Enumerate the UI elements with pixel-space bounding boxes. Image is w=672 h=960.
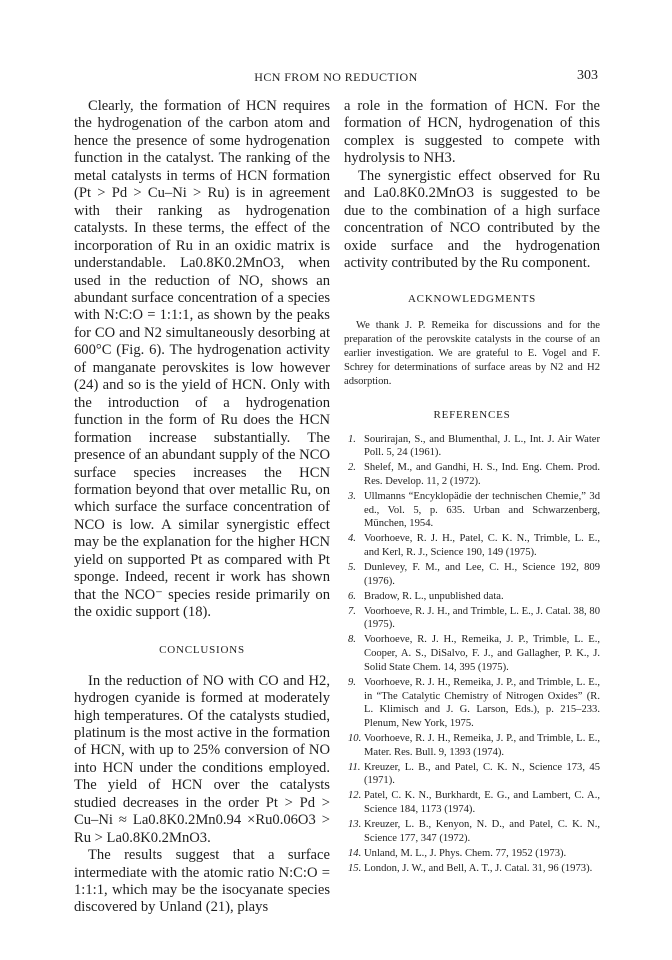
reference-item [344, 532, 600, 559]
right-column [344, 98, 600, 877]
running-title: HCN FROM NO REDUCTION [254, 70, 418, 84]
reference-text: Kreuzer, L. B., and Patel, C. K. N., Science 173, 45 (1971). [364, 761, 600, 787]
reference-item [344, 761, 600, 788]
reference-number: 14. [348, 847, 362, 859]
left-column [74, 98, 330, 917]
reference-item [344, 490, 600, 531]
body-paragraph: The synergistic effect observed for Ru and La0.8K0.2MnO3 is suggested to be due to the combination of a high surface concentration of NCO contributed by the oxide surface and the hydrogenation activity contributed by the Ru component. [344, 167, 600, 272]
reference-list [344, 433, 600, 876]
reference-text: Voorhoeve, R. J. H., and Trimble, L. E., J. Catal. 38, 80 (1975). [364, 605, 600, 631]
acknowledgments-heading: ACKNOWLEDGMENTS [407, 292, 537, 305]
reference-item [344, 561, 600, 588]
body-paragraph: Clearly, the formation of HCN requires the hydrogenation of the carbon atom and hence the presence of some hydrogenation function in the catalyst. The ranking of the metal catalysts in terms of HCN formation (Pt > Pd > Cu–Ni > Ru) is in agreement with their ranking as hydrogenation catalysts. In these terms, the effect of the incorporation of Ru in an oxidic matrix is understandable. La0.8K0.2MnO3, when used in the reduction of NO, shows an abundant surface concentration of a species with N:C:O = 1:1:1, as shown by the peaks for CO and N2 simultaneously desorbing at 600°C (Fig. 6). The hydrogenation activity of manganate perovskites is low however (24) and so is the yield of HCN. Only with the introduction of a hydrogenation function in the form of Ru does the HCN formation increase substantially. The presence of an abundant supply of the NCO surface species increases the HCN formation beyond that over metallic Ru, on which surface the surface concentration of NCO is low. A similar synergistic effect may be the explanation for the higher HCN yield on supported Pt as compared with Pt sponge. Indeed, recent ir work has shown that the NCO⁻ species reside primarily on the oxidic support (18). [74, 98, 330, 621]
reference-text: Voorhoeve, R. J. H., Remeika, J. P., and Trimble, L. E., in “The Catalytic Chemistry of Nitrogen Oxides” (R. L. Klimisch and J. G. Larson, Eds.), p. 215–233. Plenum, New York, 1975. [364, 676, 600, 729]
reference-text: Ullmanns “Encyklopädie der technischen Chemie,” 3d ed., Vol. 5, p. 635. Urban and Schwarzenberg, München, 1954. [364, 490, 600, 530]
reference-item [344, 862, 600, 876]
reference-number: 6. [348, 590, 356, 602]
reference-number: 15. [348, 862, 362, 874]
reference-text: Dunlevey, F. M., and Lee, C. H., Science 192, 809 (1976). [364, 562, 600, 587]
body-paragraph: a role in the formation of HCN. For the formation of HCN, hydrogenation of this complex is suggested to compete with hydrolysis to NH3. [344, 98, 600, 167]
reference-number: 8. [348, 634, 356, 646]
reference-number: 9. [348, 676, 356, 688]
conclusions-paragraph: In the reduction of NO with CO and H2, hydrogen cyanide is formed at moderately high temperatures. Of the catalysts studied, platinum is the most active in the formation of HCN, with up to 25% conversion of NO into HCN under the conditions employed. The yield of HCN over the catalysts studied decreases in the order Pt > Pd > Cu–Ni ≈ La0.8K0.2Mn0.94 ×Ru0.06O3 > Ru > La0.8K0.2MnO3. [74, 672, 330, 846]
reference-item [344, 633, 600, 674]
running-head [74, 68, 598, 88]
reference-text: Bradow, R. L., unpublished data. [364, 590, 504, 602]
reference-number: 2. [348, 462, 356, 474]
page-number: 303 [577, 68, 598, 83]
reference-text: Voorhoeve, R. J. H., Remeika, J. P., Trimble, L. E., Cooper, A. S., DiSalvo, F. J., and Gallagher, P. K., J. Solid State Chem. 14, 395 (1975). [364, 634, 600, 673]
reference-item [344, 590, 600, 604]
reference-text: Kreuzer, L. B., Kenyon, N. D., and Patel, C. K. N., Science 177, 347 (1972). [364, 819, 600, 844]
reference-item [344, 676, 600, 731]
references-heading: REFERENCES [433, 408, 511, 421]
reference-number: 7. [348, 605, 356, 617]
reference-item [344, 789, 600, 816]
conclusions-heading: CONCLUSIONS [159, 643, 245, 656]
reference-number: 12. [348, 790, 362, 802]
reference-text: Shelef, M., and Gandhi, H. S., Ind. Eng. Chem. Prod. Res. Develop. 11, 2 (1972). [364, 462, 600, 487]
reference-item [344, 433, 600, 460]
reference-item [344, 818, 600, 845]
reference-number: 5. [348, 562, 356, 574]
reference-number: 3. [348, 490, 356, 502]
reference-number: 10. [348, 732, 362, 744]
reference-text: Voorhoeve, R. J. H., Patel, C. K. N., Trimble, L. E., and Kerl, R. J., Science 190, 149 (1975). [364, 533, 600, 559]
reference-number: 1. [348, 433, 356, 445]
reference-number: 13. [348, 819, 362, 831]
reference-item [344, 847, 600, 861]
reference-item [344, 732, 600, 759]
conclusions-paragraph: The results suggest that a surface intermediate with the atomic ratio N:C:O = 1:1:1, which may be the isocyanate species discovered by Unland (21), plays [74, 847, 330, 916]
reference-number: 4. [348, 533, 356, 545]
acknowledgments-text: We thank J. P. Remeika for discussions and for the preparation of the perovskite catalysts in the course of an earlier investigation. We are grateful to E. Vogel and F. Schrey for determinations of surface areas by N2 and H2 adsorption. [344, 319, 600, 387]
reference-text: Sourirajan, S., and Blumenthal, J. L., Int. J. Air Water Poll. 5, 24 (1961). [364, 433, 600, 459]
reference-text: Unland, M. L., J. Phys. Chem. 77, 1952 (1973). [364, 847, 567, 859]
reference-item [344, 461, 600, 488]
reference-number: 11. [348, 761, 361, 773]
reference-item [344, 605, 600, 632]
reference-text: Voorhoeve, R. J. H., Remeika, J. P., and Trimble, L. E., Mater. Res. Bull. 9, 1393 (1974). [364, 732, 600, 758]
reference-text: London, J. W., and Bell, A. T., J. Catal. 31, 96 (1973). [364, 862, 593, 874]
reference-text: Patel, C. K. N., Burkhardt, E. G., and Lambert, C. A., Science 184, 1173 (1974). [364, 790, 600, 816]
